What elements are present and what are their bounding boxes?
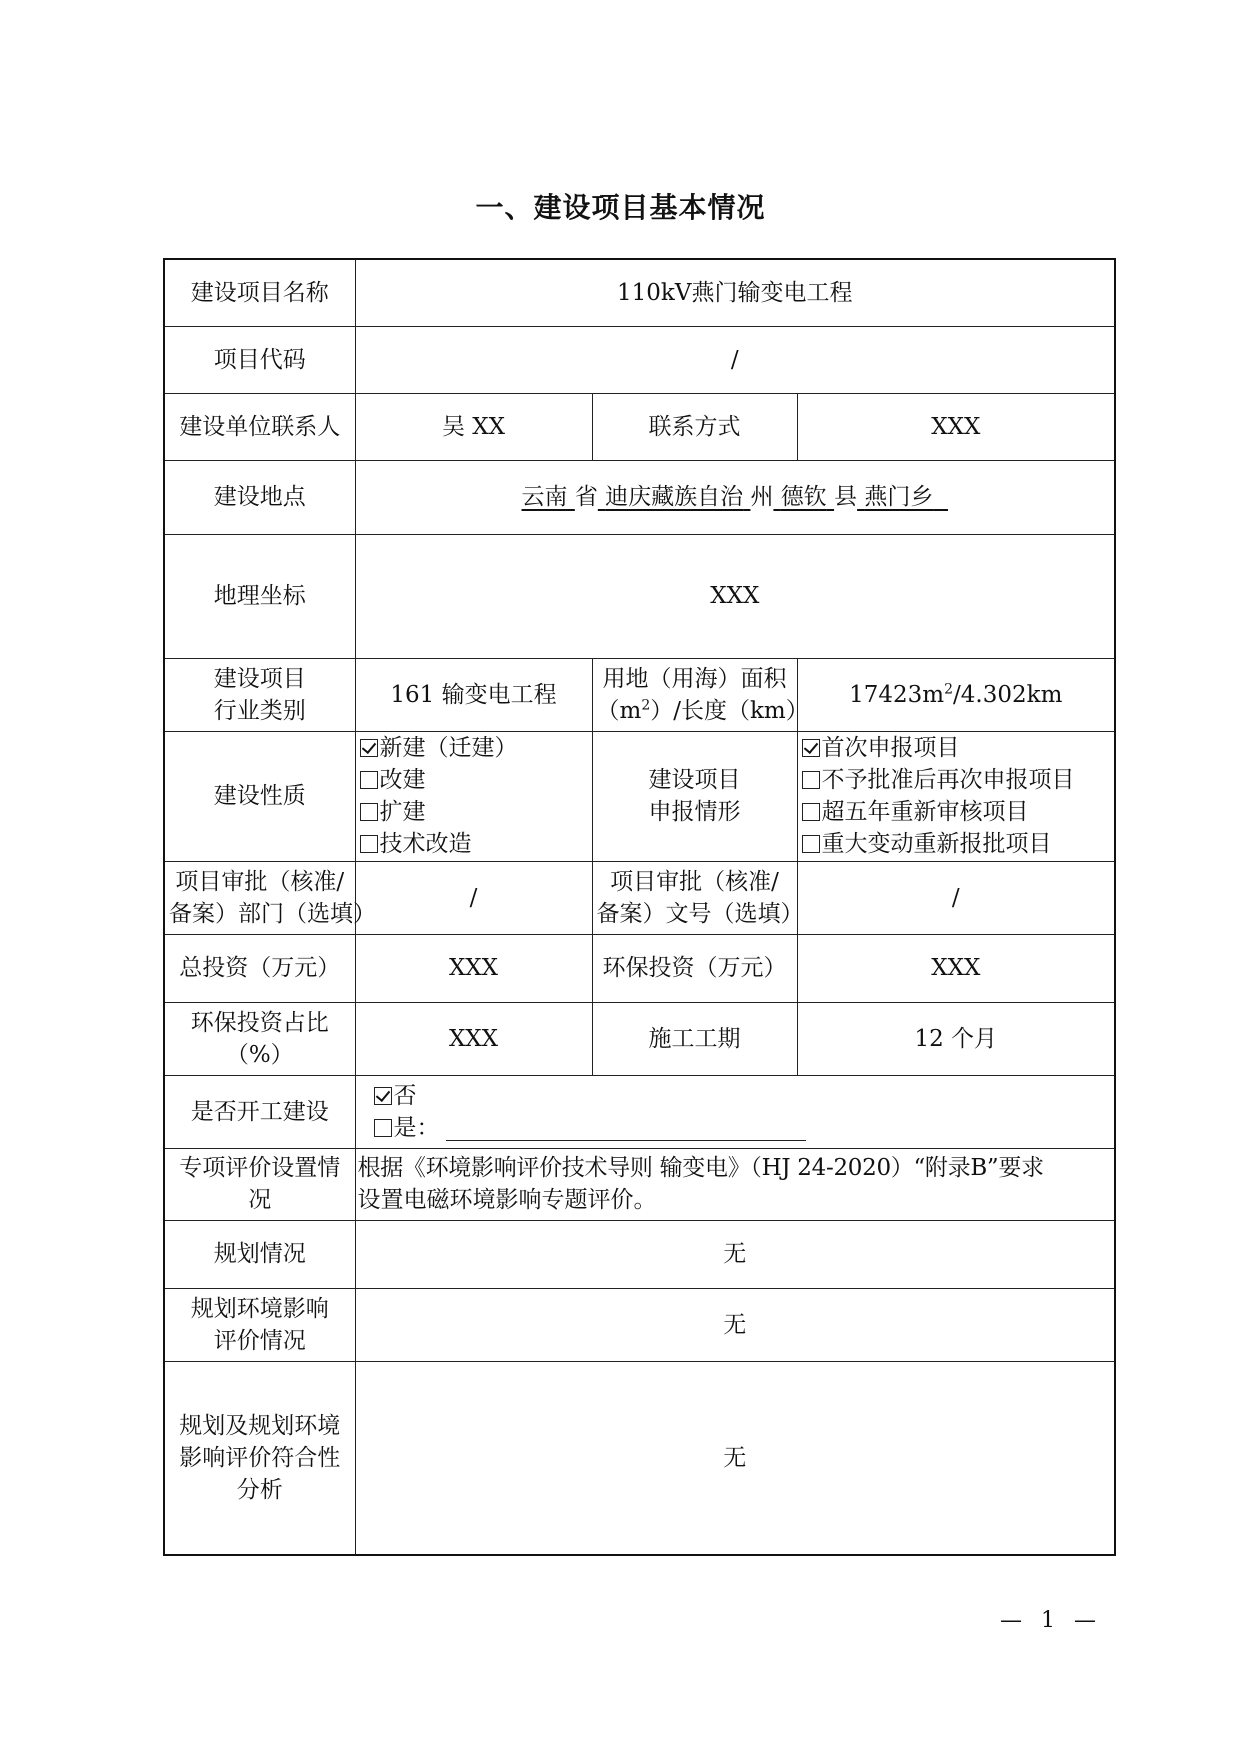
label-industry: 建设项目 行业类别 xyxy=(164,658,355,731)
location-prefecture-unit: 州 xyxy=(750,484,774,510)
option-expand[interactable]: 扩建 xyxy=(360,796,588,828)
project-info-table xyxy=(163,258,1116,1556)
checkbox-checked-icon[interactable] xyxy=(360,739,378,757)
label-project-name: 建设项目名称 xyxy=(164,259,355,326)
checkbox-empty-icon[interactable] xyxy=(360,835,378,853)
option-new-build[interactable]: 新建（迁建） xyxy=(360,732,588,764)
value-planning-env: 无 xyxy=(355,1288,1115,1361)
label-coordinates: 地理坐标 xyxy=(164,534,355,658)
value-planning: 无 xyxy=(355,1220,1115,1288)
value-project-name: 110kV燕门输变电工程 xyxy=(355,259,1115,326)
option-started[interactable]: 是： xyxy=(374,1112,1111,1144)
value-approval-dept: / xyxy=(355,861,592,934)
row-construction-nature xyxy=(164,731,1115,861)
label-conformity: 规划及规划环境 影响评价符合性 分析 xyxy=(164,1361,355,1555)
label-env-ratio: 环保投资占比 （%） xyxy=(164,1002,355,1075)
started-options xyxy=(355,1075,1115,1148)
row-planning xyxy=(164,1220,1115,1288)
row-coordinates xyxy=(164,534,1115,658)
value-location xyxy=(355,460,1115,534)
option-not-started[interactable]: 否 xyxy=(374,1080,1111,1112)
row-approval xyxy=(164,861,1115,934)
checkbox-empty-icon[interactable] xyxy=(802,771,820,789)
option-first-application[interactable]: 首次申报项目 xyxy=(802,732,1111,764)
value-total-investment: XXX xyxy=(355,934,592,1002)
label-approval-number: 项目审批（核准/ 备案）文号（选填） xyxy=(592,861,797,934)
label-contact-person: 建设单位联系人 xyxy=(164,393,355,460)
option-rebuild[interactable]: 改建 xyxy=(360,764,588,796)
row-project-code xyxy=(164,326,1115,393)
location-province-unit: 省 xyxy=(574,484,598,510)
application-options xyxy=(797,731,1115,861)
checkbox-checked-icon[interactable] xyxy=(374,1087,392,1105)
location-county-unit: 县 xyxy=(834,484,858,510)
location-county: 德钦 xyxy=(780,484,827,510)
location-prefecture: 迪庆藏族自治 xyxy=(605,484,744,510)
value-conformity: 无 xyxy=(355,1361,1115,1555)
row-special-evaluation xyxy=(164,1148,1115,1220)
value-env-ratio: XXX xyxy=(355,1002,592,1075)
location-province: 云南 xyxy=(521,484,568,510)
row-project-name xyxy=(164,259,1115,326)
checkbox-empty-icon[interactable] xyxy=(802,803,820,821)
row-started xyxy=(164,1075,1115,1148)
label-approval-dept: 项目审批（核准/ 备案）部门（选填） xyxy=(164,861,355,934)
label-contact-method: 联系方式 xyxy=(592,393,797,460)
label-land-area: 用地（用海）面积 $(m^2)/$长度（km） xyxy=(592,658,797,731)
page-title: 一、建设项目基本情况 xyxy=(475,191,766,224)
label-location: 建设地点 xyxy=(164,460,355,534)
page-number: — 1 — xyxy=(1000,1608,1102,1633)
row-planning-env xyxy=(164,1288,1115,1361)
label-special-evaluation: 专项评价设置情 况 xyxy=(164,1148,355,1220)
value-approval-number: / xyxy=(797,861,1115,934)
checkbox-empty-icon[interactable] xyxy=(360,803,378,821)
value-land-area: $17423m^2/4.302km$ xyxy=(797,658,1115,731)
option-major-change[interactable]: 重大变动重新报批项目 xyxy=(802,828,1111,860)
checkbox-empty-icon[interactable] xyxy=(360,771,378,789)
row-contact xyxy=(164,393,1115,460)
label-total-investment: 总投资（万元） xyxy=(164,934,355,1002)
row-location xyxy=(164,460,1115,534)
label-construction-period: 施工工期 xyxy=(592,1002,797,1075)
label-planning: 规划情况 xyxy=(164,1220,355,1288)
option-five-year-review[interactable]: 超五年重新审核项目 xyxy=(802,796,1111,828)
label-planning-env: 规划环境影响 评价情况 xyxy=(164,1288,355,1361)
option-tech-upgrade[interactable]: 技术改造 xyxy=(360,828,588,860)
checkbox-empty-icon[interactable] xyxy=(374,1119,392,1137)
label-project-code: 项目代码 xyxy=(164,326,355,393)
checkbox-empty-icon[interactable] xyxy=(802,835,820,853)
value-industry: 161 输变电工程 xyxy=(355,658,592,731)
label-construction-nature: 建设性质 xyxy=(164,731,355,861)
value-env-investment: XXX xyxy=(797,934,1115,1002)
value-construction-period: 12 个月 xyxy=(797,1002,1115,1075)
checkbox-checked-icon[interactable] xyxy=(802,739,820,757)
row-conformity xyxy=(164,1361,1115,1555)
row-env-ratio xyxy=(164,1002,1115,1075)
label-application-status: 建设项目 申报情形 xyxy=(592,731,797,861)
value-contact-method: XXX xyxy=(797,393,1115,460)
label-started: 是否开工建设 xyxy=(164,1075,355,1148)
value-special-evaluation: 根据《环境影响评价技术导则 输变电》（HJ 24-2020）“附录B”要求 设置电磁环境影响专题评价。 xyxy=(355,1148,1115,1220)
value-coordinates: XXX xyxy=(355,534,1115,658)
nature-options xyxy=(355,731,592,861)
value-project-code: / xyxy=(355,326,1115,393)
location-township: 燕门乡 xyxy=(864,484,934,510)
row-industry xyxy=(164,658,1115,731)
value-contact-person: 吴 XX xyxy=(355,393,592,460)
option-reapplication[interactable]: 不予批准后再次申报项目 xyxy=(802,764,1111,796)
row-investment xyxy=(164,934,1115,1002)
label-env-investment: 环保投资（万元） xyxy=(592,934,797,1002)
started-fill-line[interactable] xyxy=(446,1116,806,1141)
